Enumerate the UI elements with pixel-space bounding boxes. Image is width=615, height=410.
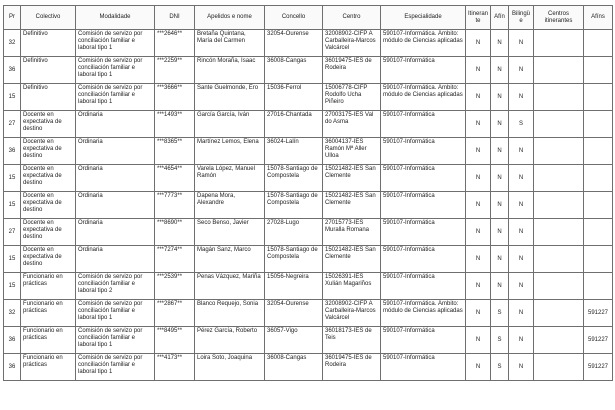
cell-colectivo: Docente en expectativa de destino <box>21 219 76 246</box>
table-header <box>4 6 613 30</box>
table-row <box>4 300 613 327</box>
cell-modalidade: Ordinaria <box>76 219 155 246</box>
cell-pr: 15 <box>4 165 21 192</box>
table-row <box>4 57 613 84</box>
header-row <box>4 6 613 30</box>
cell-itinerante: N <box>466 165 491 192</box>
cell-centros-itinerantes <box>534 30 584 57</box>
cell-centros-itinerantes <box>534 327 584 354</box>
cell-afins <box>584 138 613 165</box>
cell-centro: 36004137-IES Ramón Mª Aller Ulloa <box>323 138 381 165</box>
cell-centro: 15026391-IES Xulián Magariños <box>323 273 381 300</box>
cell-colectivo: Docente en expectativa de destino <box>21 192 76 219</box>
cell-centros-itinerantes <box>534 300 584 327</box>
cell-bilingue: N <box>509 327 534 354</box>
cell-afin: N <box>491 273 509 300</box>
table-row <box>4 138 613 165</box>
cell-concello: 15078-Santiago de Compostela <box>265 192 323 219</box>
table-row <box>4 354 613 381</box>
cell-colectivo: Definitivo <box>21 57 76 84</box>
cell-concello: 15078-Santiago de Compostela <box>265 246 323 273</box>
cell-centro: 27015773-IES Muralla Romana <box>323 219 381 246</box>
column-header-centros-itinerantes: Centros itinerantes <box>534 6 584 30</box>
cell-bilingue: N <box>509 30 534 57</box>
cell-bilingue: N <box>509 84 534 111</box>
cell-afins <box>584 30 613 57</box>
cell-especialidade: 590107-Informática. Ámbito: módulo de Ciencias aplicadas <box>381 300 466 327</box>
cell-pr: 15 <box>4 273 21 300</box>
cell-colectivo: Docente en expectativa de destino <box>21 111 76 138</box>
cell-itinerante: N <box>466 192 491 219</box>
cell-centros-itinerantes <box>534 273 584 300</box>
cell-apelidos-e-nome: Martínez Lemos, Elena <box>195 138 265 165</box>
cell-itinerante: N <box>466 57 491 84</box>
cell-centros-itinerantes <box>534 219 584 246</box>
cell-especialidade: 590107-Informática <box>381 246 466 273</box>
cell-centros-itinerantes <box>534 246 584 273</box>
column-header-concello: Concello <box>265 6 323 30</box>
table-row <box>4 30 613 57</box>
cell-apelidos-e-nome: Blanco Requejo, Sonia <box>195 300 265 327</box>
cell-modalidade: Comisión de servizo por conciliación familiar e laboral tipo 2 <box>76 273 155 300</box>
cell-pr: 36 <box>4 327 21 354</box>
cell-colectivo: Definitivo <box>21 84 76 111</box>
cell-dni: ***1493** <box>155 111 195 138</box>
cell-concello: 36008-Cangas <box>265 57 323 84</box>
cell-apelidos-e-nome: Varela López, Manuel Ramón <box>195 165 265 192</box>
column-header-bilingue: Bilingüe <box>509 6 534 30</box>
cell-pr: 15 <box>4 84 21 111</box>
cell-modalidade: Ordinaria <box>76 138 155 165</box>
cell-afins <box>584 57 613 84</box>
cell-pr: 32 <box>4 30 21 57</box>
cell-bilingue: S <box>509 111 534 138</box>
cell-concello: 27016-Chantada <box>265 111 323 138</box>
cell-afins <box>584 219 613 246</box>
column-header-modalidade: Modalidade <box>76 6 155 30</box>
cell-centros-itinerantes <box>534 57 584 84</box>
cell-dni: ***2867** <box>155 300 195 327</box>
cell-modalidade: Ordinaria <box>76 111 155 138</box>
cell-afins: 591227 <box>584 327 613 354</box>
cell-dni: ***2646** <box>155 30 195 57</box>
column-header-afins: Afíns <box>584 6 613 30</box>
cell-bilingue: N <box>509 192 534 219</box>
cell-concello: 32054-Ourense <box>265 30 323 57</box>
cell-concello: 36057-Vigo <box>265 327 323 354</box>
cell-dni: ***7773** <box>155 192 195 219</box>
cell-especialidade: 590107-Informática <box>381 273 466 300</box>
cell-bilingue: N <box>509 138 534 165</box>
cell-modalidade: Ordinaria <box>76 246 155 273</box>
column-header-colectivo: Colectivo <box>21 6 76 30</box>
cell-centro: 32008902-CIFP A Carballeira-Marcos Valcárcel <box>323 30 381 57</box>
cell-especialidade: 590107-Informática <box>381 57 466 84</box>
cell-especialidade: 590107-Informática <box>381 327 466 354</box>
cell-itinerante: N <box>466 300 491 327</box>
cell-apelidos-e-nome: Bretaña Quintana, María del Carmen <box>195 30 265 57</box>
cell-apelidos-e-nome: Sante Guelmonde, Ero <box>195 84 265 111</box>
cell-modalidade: Comisión de servizo por conciliación familiar e laboral tipo 1 <box>76 327 155 354</box>
cell-especialidade: 590107-Informática <box>381 138 466 165</box>
cell-especialidade: 590107-Informática <box>381 111 466 138</box>
cell-centro: 36018173-IES de Teis <box>323 327 381 354</box>
column-header-afin: Afín <box>491 6 509 30</box>
cell-afin: N <box>491 246 509 273</box>
cell-apelidos-e-nome: Penas Vázquez, Mariña <box>195 273 265 300</box>
cell-colectivo: Funcionario en prácticas <box>21 327 76 354</box>
assignments-table <box>3 5 613 381</box>
cell-modalidade: Ordinaria <box>76 192 155 219</box>
cell-centro: 36019475-IES de Rodeira <box>323 354 381 381</box>
cell-centros-itinerantes <box>534 192 584 219</box>
cell-bilingue: N <box>509 246 534 273</box>
cell-concello: 15036-Ferrol <box>265 84 323 111</box>
cell-apelidos-e-nome: García García, Iván <box>195 111 265 138</box>
cell-afin: N <box>491 138 509 165</box>
cell-itinerante: N <box>466 273 491 300</box>
cell-centros-itinerantes <box>534 165 584 192</box>
cell-centro: 15021482-IES San Clemente <box>323 246 381 273</box>
cell-centros-itinerantes <box>534 84 584 111</box>
cell-concello: 15056-Negreira <box>265 273 323 300</box>
cell-pr: 36 <box>4 354 21 381</box>
cell-apelidos-e-nome: Dapena Mora, Alexandre <box>195 192 265 219</box>
cell-bilingue: N <box>509 354 534 381</box>
cell-centro: 15021482-IES San Clemente <box>323 192 381 219</box>
cell-modalidade: Ordinaria <box>76 165 155 192</box>
cell-modalidade: Comisión de servizo por conciliación familiar e laboral tipo 1 <box>76 354 155 381</box>
cell-centro: 36019475-IES de Rodeira <box>323 57 381 84</box>
cell-colectivo: Definitivo <box>21 30 76 57</box>
cell-bilingue: N <box>509 300 534 327</box>
column-header-itinerante: Itinerante <box>466 6 491 30</box>
cell-dni: ***7274** <box>155 246 195 273</box>
cell-afins: 591227 <box>584 300 613 327</box>
cell-apelidos-e-nome: Loira Soto, Joaquina <box>195 354 265 381</box>
cell-dni: ***3666** <box>155 84 195 111</box>
cell-dni: ***2539** <box>155 273 195 300</box>
cell-bilingue: N <box>509 57 534 84</box>
cell-afins <box>584 165 613 192</box>
column-header-especialidade: Especialidade <box>381 6 466 30</box>
cell-centros-itinerantes <box>534 111 584 138</box>
cell-pr: 36 <box>4 57 21 84</box>
cell-afin: S <box>491 300 509 327</box>
column-header-apelidos-e-nome: Apelidos e nome <box>195 6 265 30</box>
cell-afin: N <box>491 165 509 192</box>
cell-itinerante: N <box>466 354 491 381</box>
cell-modalidade: Comisión de servizo por conciliación familiar e laboral tipo 1 <box>76 84 155 111</box>
cell-pr: 15 <box>4 246 21 273</box>
cell-bilingue: N <box>509 165 534 192</box>
cell-apelidos-e-nome: Rincón Moraña, Isaac <box>195 57 265 84</box>
cell-afin: S <box>491 327 509 354</box>
cell-itinerante: N <box>466 111 491 138</box>
cell-pr: 27 <box>4 219 21 246</box>
cell-afin: N <box>491 30 509 57</box>
cell-modalidade: Comisión de servizo por conciliación familiar e laboral tipo 1 <box>76 300 155 327</box>
cell-pr: 36 <box>4 138 21 165</box>
cell-modalidade: Comisión de servizo por conciliación familiar e laboral tipo 1 <box>76 57 155 84</box>
cell-centro: 15021482-IES San Clemente <box>323 165 381 192</box>
cell-concello: 15078-Santiago de Compostela <box>265 165 323 192</box>
cell-apelidos-e-nome: Pérez García, Roberto <box>195 327 265 354</box>
column-header-pr: Pr <box>4 6 21 30</box>
cell-afins <box>584 246 613 273</box>
column-header-centro: Centro <box>323 6 381 30</box>
cell-especialidade: 590107-Informática. Ámbito: módulo de Ciencias aplicadas <box>381 84 466 111</box>
cell-itinerante: N <box>466 219 491 246</box>
cell-colectivo: Funcionario en prácticas <box>21 273 76 300</box>
table-row <box>4 192 613 219</box>
table-row <box>4 165 613 192</box>
cell-itinerante: N <box>466 30 491 57</box>
cell-centros-itinerantes <box>534 138 584 165</box>
cell-afin: N <box>491 111 509 138</box>
table-row <box>4 111 613 138</box>
cell-afins <box>584 273 613 300</box>
cell-concello: 27028-Lugo <box>265 219 323 246</box>
cell-itinerante: N <box>466 327 491 354</box>
cell-afins <box>584 111 613 138</box>
cell-dni: ***8365** <box>155 138 195 165</box>
cell-bilingue: N <box>509 219 534 246</box>
cell-especialidade: 590107-Informática <box>381 192 466 219</box>
cell-afins: 591227 <box>584 354 613 381</box>
cell-colectivo: Docente en expectativa de destino <box>21 165 76 192</box>
cell-colectivo: Funcionario en prácticas <box>21 300 76 327</box>
cell-afin: N <box>491 57 509 84</box>
cell-especialidade: 590107-Informática <box>381 219 466 246</box>
cell-afins <box>584 192 613 219</box>
cell-concello: 32054-Ourense <box>265 300 323 327</box>
cell-dni: ***8690** <box>155 219 195 246</box>
cell-pr: 15 <box>4 192 21 219</box>
cell-colectivo: Docente en expectativa de destino <box>21 138 76 165</box>
column-header-dni: DNI <box>155 6 195 30</box>
cell-modalidade: Comisión de servizo por conciliación familiar e laboral tipo 1 <box>76 30 155 57</box>
cell-dni: ***2259** <box>155 57 195 84</box>
cell-itinerante: N <box>466 246 491 273</box>
table-row <box>4 84 613 111</box>
cell-bilingue: N <box>509 273 534 300</box>
cell-dni: ***4654** <box>155 165 195 192</box>
cell-afin: N <box>491 219 509 246</box>
cell-apelidos-e-nome: Seco Benso, Javier <box>195 219 265 246</box>
table-row <box>4 246 613 273</box>
cell-afin: S <box>491 354 509 381</box>
cell-concello: 36024-Lalín <box>265 138 323 165</box>
cell-especialidade: 590107-Informática <box>381 165 466 192</box>
cell-concello: 36008-Cangas <box>265 354 323 381</box>
table-row <box>4 273 613 300</box>
table-body <box>4 30 613 381</box>
cell-centro: 27003175-IES Val do Asma <box>323 111 381 138</box>
cell-itinerante: N <box>466 84 491 111</box>
cell-centros-itinerantes <box>534 354 584 381</box>
cell-itinerante: N <box>466 138 491 165</box>
cell-afins <box>584 84 613 111</box>
cell-especialidade: 590107-Informática. Ámbito: módulo de Ciencias aplicadas <box>381 30 466 57</box>
cell-pr: 27 <box>4 111 21 138</box>
cell-colectivo: Docente en expectativa de destino <box>21 246 76 273</box>
cell-centro: 15006778-CIFP Rodolfo Ucha Piñeiro <box>323 84 381 111</box>
cell-dni: ***4173** <box>155 354 195 381</box>
cell-afin: N <box>491 192 509 219</box>
cell-dni: ***8495** <box>155 327 195 354</box>
cell-especialidade: 590107-Informática <box>381 354 466 381</box>
assignments-table-container <box>3 5 613 381</box>
cell-afin: N <box>491 84 509 111</box>
table-row <box>4 219 613 246</box>
cell-pr: 32 <box>4 300 21 327</box>
cell-colectivo: Funcionario en prácticas <box>21 354 76 381</box>
cell-centro: 32008902-CIFP A Carballeira-Marcos Valcárcel <box>323 300 381 327</box>
table-row <box>4 327 613 354</box>
cell-apelidos-e-nome: Magán Sanz, Marco <box>195 246 265 273</box>
